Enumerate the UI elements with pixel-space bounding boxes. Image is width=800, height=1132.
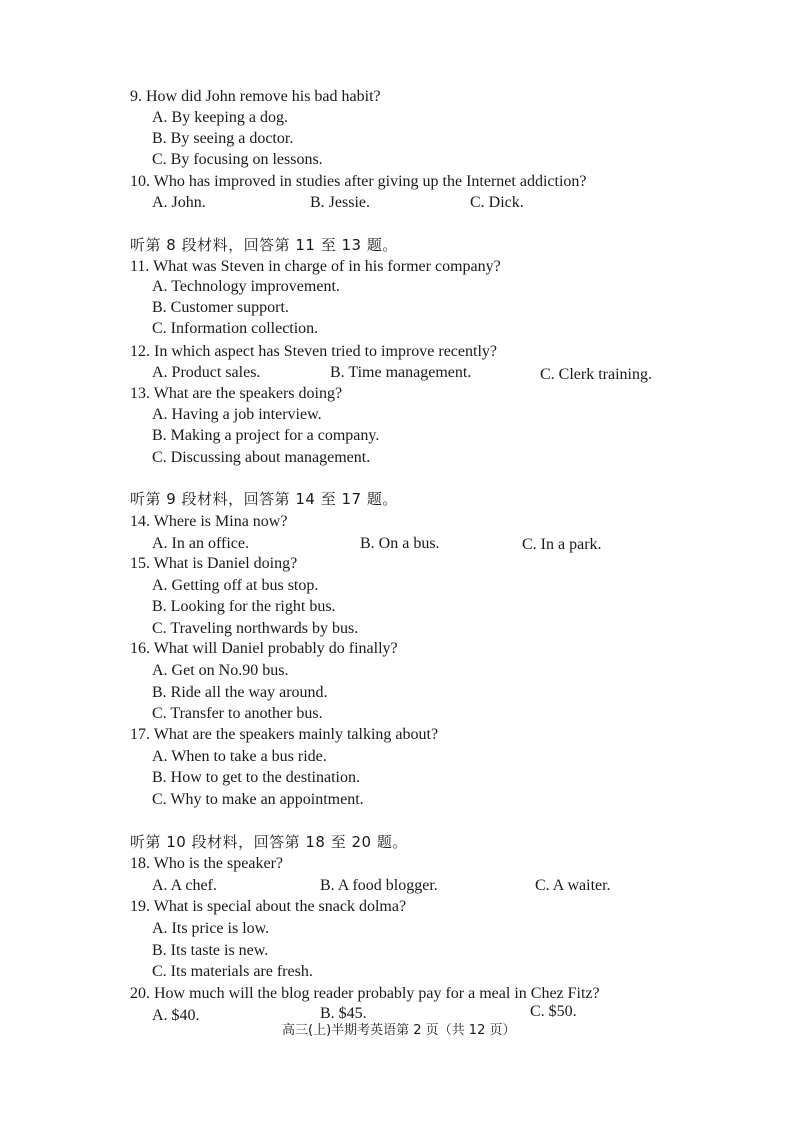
question-16-option-a: A. Get on No.90 bus. bbox=[152, 662, 289, 679]
question-10-option-c: C. Dick. bbox=[470, 194, 524, 211]
question-17-option-b: B. How to get to the destination. bbox=[152, 769, 360, 786]
question-12-option-a: A. Product sales. bbox=[152, 364, 261, 381]
page-footer: 高三(上)半期考英语第 2 页（共 12 页） bbox=[282, 1023, 516, 1038]
question-15-option-a: A. Getting off at bus stop. bbox=[152, 577, 319, 594]
question-9-stem: 9. How did John remove his bad habit? bbox=[130, 88, 381, 105]
question-14-stem: 14. Where is Mina now? bbox=[130, 513, 288, 530]
question-18-option-c: C. A waiter. bbox=[535, 877, 611, 894]
question-20-option-c: C. $50. bbox=[530, 1003, 577, 1020]
question-16-option-b: B. Ride all the way around. bbox=[152, 684, 328, 701]
question-10-stem: 10. Who has improved in studies after giving up the Internet addiction? bbox=[130, 173, 587, 190]
question-16-option-c: C. Transfer to another bus. bbox=[152, 705, 323, 722]
question-19-option-b: B. Its taste is new. bbox=[152, 942, 269, 959]
question-13-option-c: C. Discussing about management. bbox=[152, 449, 371, 466]
question-9-option-a: A. By keeping a dog. bbox=[152, 109, 288, 126]
question-11-option-a: A. Technology improvement. bbox=[152, 278, 340, 295]
question-12-option-b: B. Time management. bbox=[330, 364, 472, 381]
question-13-option-b: B. Making a project for a company. bbox=[152, 427, 380, 444]
question-10-option-a: A. John. bbox=[152, 194, 206, 211]
question-18-stem: 18. Who is the speaker? bbox=[130, 855, 283, 872]
question-14-option-a: A. In an office. bbox=[152, 535, 249, 552]
question-13-stem: 13. What are the speakers doing? bbox=[130, 385, 343, 402]
question-20-option-b: B. $45. bbox=[320, 1005, 367, 1022]
question-11-stem: 11. What was Steven in charge of in his former company? bbox=[130, 258, 501, 275]
question-11-option-b: B. Customer support. bbox=[152, 299, 289, 316]
question-18-option-a: A. A chef. bbox=[152, 877, 217, 894]
question-12-stem: 12. In which aspect has Steven tried to improve recently? bbox=[130, 343, 497, 360]
section-10-instruction: 听第 10 段材料，回答第 18 至 20 题。 bbox=[130, 833, 408, 851]
question-18-option-b: B. A food blogger. bbox=[320, 877, 438, 894]
question-12-option-c: C. Clerk training. bbox=[540, 366, 652, 383]
question-19-stem: 19. What is special about the snack dolma? bbox=[130, 898, 407, 915]
question-17-stem: 17. What are the speakers mainly talking about? bbox=[130, 726, 439, 743]
question-15-stem: 15. What is Daniel doing? bbox=[130, 555, 298, 572]
question-15-option-b: B. Looking for the right bus. bbox=[152, 598, 336, 615]
question-20-option-a: A. $40. bbox=[152, 1007, 200, 1024]
question-15-option-c: C. Traveling northwards by bus. bbox=[152, 620, 359, 637]
section-9-instruction: 听第 9 段材料，回答第 14 至 17 题。 bbox=[130, 490, 398, 508]
question-20-stem: 20. How much will the blog reader probably pay for a meal in Chez Fitz? bbox=[130, 985, 600, 1002]
question-10-option-b: B. Jessie. bbox=[310, 194, 370, 211]
question-19-option-c: C. Its materials are fresh. bbox=[152, 963, 313, 980]
question-17-option-a: A. When to take a bus ride. bbox=[152, 748, 327, 765]
question-17-option-c: C. Why to make an appointment. bbox=[152, 791, 364, 808]
question-9-option-b: B. By seeing a doctor. bbox=[152, 130, 294, 147]
question-14-option-b: B. On a bus. bbox=[360, 535, 440, 552]
question-9-option-c: C. By focusing on lessons. bbox=[152, 151, 323, 168]
question-19-option-a: A. Its price is low. bbox=[152, 920, 270, 937]
question-11-option-c: C. Information collection. bbox=[152, 320, 319, 337]
section-8-instruction: 听第 8 段材料，回答第 11 至 13 题。 bbox=[130, 236, 398, 254]
question-16-stem: 16. What will Daniel probably do finally? bbox=[130, 640, 398, 657]
question-13-option-a: A. Having a job interview. bbox=[152, 406, 322, 423]
question-14-option-c: C. In a park. bbox=[522, 536, 602, 553]
